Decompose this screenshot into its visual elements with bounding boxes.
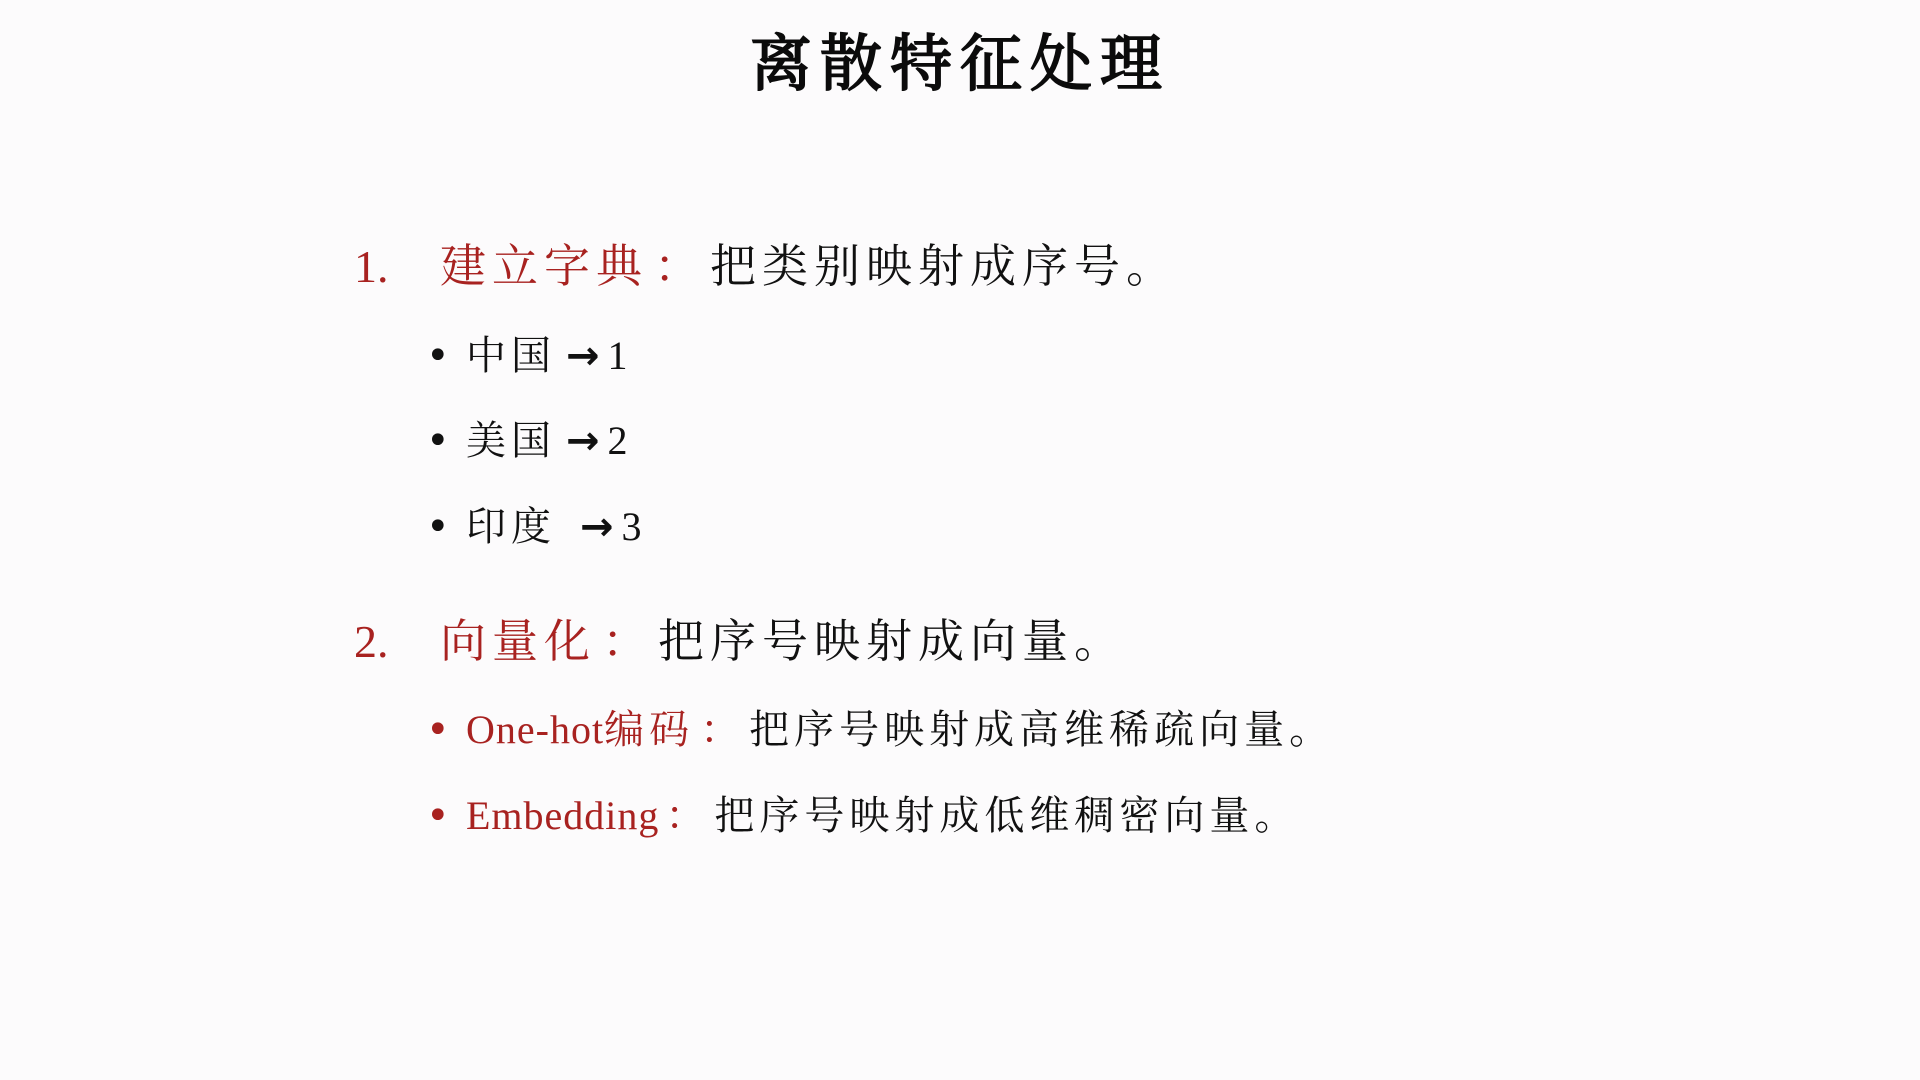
- bullet-icon: •: [426, 333, 450, 379]
- method-term-cjk: 编码: [604, 707, 695, 753]
- mapping-row: [426, 328, 628, 384]
- item-number: 2.: [354, 616, 389, 667]
- method-row-one-hot: [426, 702, 1334, 758]
- mapping-value: 3: [621, 504, 642, 549]
- item-term: 建立字典: [440, 239, 648, 293]
- method-term-latin: One-hot: [466, 707, 605, 752]
- item-separator: ：: [602, 614, 654, 668]
- item-number: 1.: [354, 241, 389, 292]
- item-description: 把类别映射成序号。: [710, 239, 1178, 293]
- item-description: 把序号映射成向量。: [658, 614, 1126, 668]
- method-term-latin: Embedding: [466, 793, 660, 838]
- mapping-row: [426, 499, 642, 555]
- bullet-icon: •: [426, 707, 450, 753]
- method-row-embedding: [426, 788, 1299, 844]
- arrow-right-icon: →: [566, 333, 600, 379]
- mapping-label: 美国: [466, 418, 556, 464]
- method-separator: ：: [700, 707, 746, 753]
- list-item-dictionary: [354, 234, 1178, 299]
- arrow-right-icon: →: [566, 418, 600, 464]
- bullet-icon: •: [426, 504, 450, 550]
- arrow-right-icon: →: [580, 504, 614, 550]
- method-description: 把序号映射成高维稀疏向量。: [749, 707, 1335, 753]
- mapping-label: 中国: [466, 333, 556, 379]
- mapping-row: [426, 413, 628, 469]
- method-description: 把序号映射成低维稠密向量。: [714, 793, 1300, 839]
- bullet-icon: •: [426, 418, 450, 464]
- list-item-vectorization: [354, 609, 1126, 674]
- mapping-label: 印度: [466, 504, 556, 550]
- mapping-value: 2: [607, 418, 628, 463]
- item-term: 向量化: [440, 614, 596, 668]
- item-separator: ：: [654, 239, 706, 293]
- mapping-value: 1: [607, 333, 628, 378]
- method-separator: ：: [665, 793, 711, 839]
- slide-title: 离散特征处理: [749, 27, 1170, 100]
- bullet-icon: •: [426, 793, 450, 839]
